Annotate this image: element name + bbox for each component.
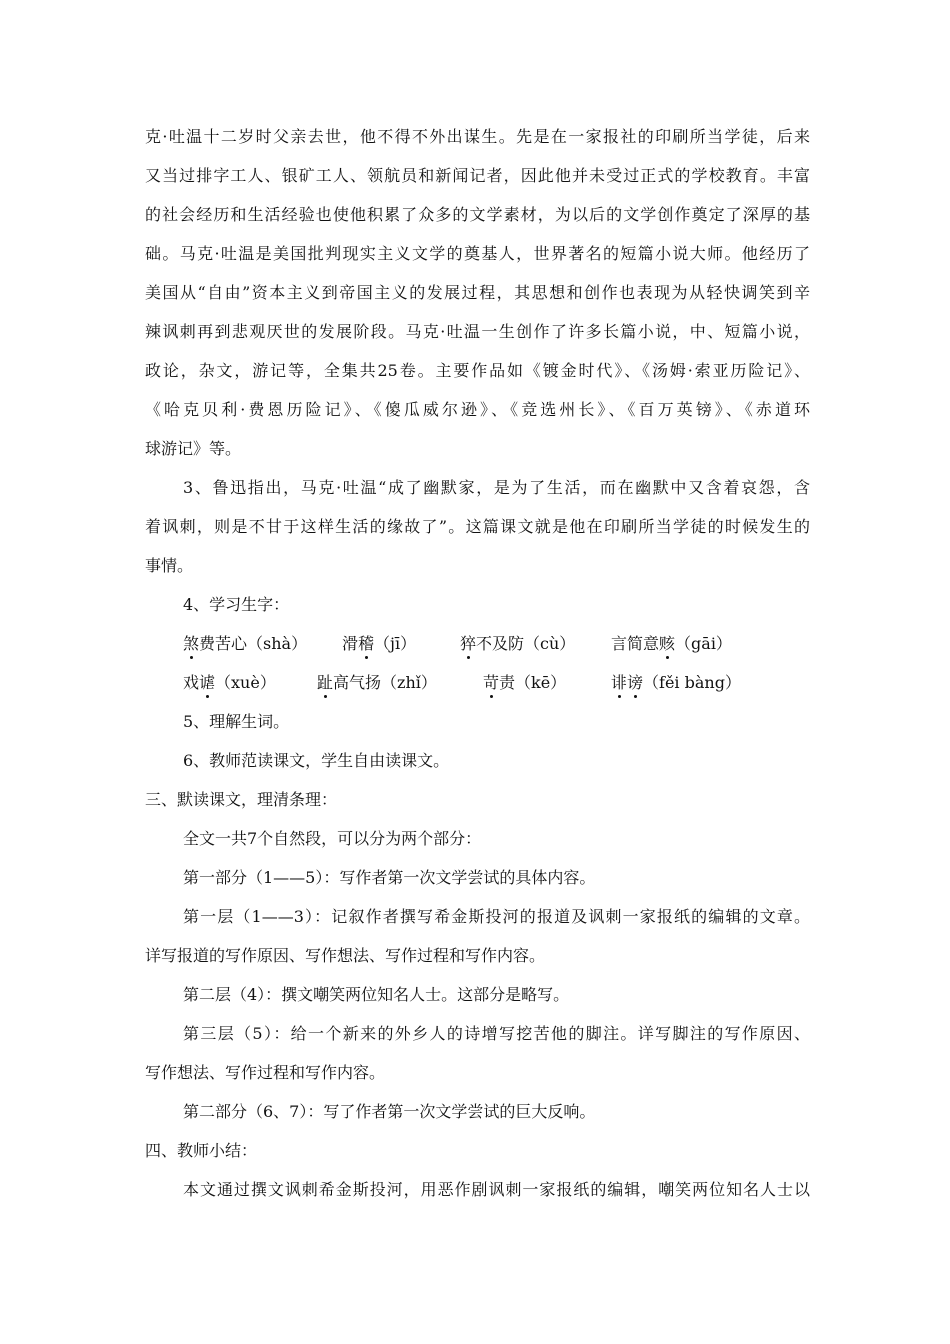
vocab-pre: 戏 bbox=[183, 673, 200, 692]
section-3-layer1-line: 详写报道的写作原因、写作想法、写作过程和写作内容。 bbox=[145, 946, 546, 965]
vocab-item bbox=[183, 634, 307, 654]
dotted-char: 谑 bbox=[199, 673, 216, 692]
section-3-part1: 第一部分（1——5）：写作者第一次文学尝试的具体内容。 bbox=[183, 868, 596, 887]
paragraph-line: 础。马克·吐温是美国批判现实主义文学的奠基人，世界著名的短篇小说大师。他经历了 bbox=[145, 244, 810, 263]
item-6: 6、教师范读课文，学生自由读课文。 bbox=[183, 751, 450, 770]
section-4-text: 本文通过撰文讽刺希金斯投河，用恶作剧讽刺一家报纸的编辑，嘲笑两位知名人士以 bbox=[183, 1180, 810, 1199]
paragraph-line: 《哈克贝利·费恩历险记》、《傻瓜威尔逊》、《竞选州长》、《百万英镑》、《赤道环 bbox=[145, 400, 810, 419]
section-3-layer3-line: 写作想法、写作过程和写作内容。 bbox=[145, 1063, 386, 1082]
item-5: 5、理解生词。 bbox=[183, 712, 290, 731]
vocab-rest: 责（kē） bbox=[499, 673, 567, 692]
vocab-item bbox=[183, 673, 276, 693]
vocab-item bbox=[611, 673, 741, 693]
dotted-char: 赅 bbox=[659, 634, 676, 653]
section-3-title: 三、默读课文，理清条理： bbox=[145, 790, 338, 809]
vocab-rest: 费苦心（shà） bbox=[199, 634, 308, 653]
dotted-char: 诽 bbox=[611, 673, 628, 692]
vocab-item bbox=[611, 634, 732, 654]
section-4-title: 四、教师小结： bbox=[145, 1141, 258, 1160]
section-3-intro: 全文一共7个自然段，可以分为两个部分： bbox=[183, 829, 482, 848]
vocab-rest: 高气扬（zhǐ） bbox=[333, 673, 437, 692]
item-3-line: 事情。 bbox=[145, 556, 194, 575]
vocab-rest: （fěi bàng） bbox=[643, 673, 741, 692]
section-3-layer2: 第二层（4）：撰文嘲笑两位知名人士。这部分是略写。 bbox=[183, 985, 570, 1004]
dotted-char: 谤 bbox=[627, 673, 644, 692]
item-4-title: 4、学习生字： bbox=[183, 595, 290, 614]
vocab-item bbox=[317, 673, 437, 693]
paragraph-line: 球游记》等。 bbox=[145, 439, 242, 458]
section-3-layer1-line: 第一层（1——3）：记叙作者撰写希金斯投河的报道及讽刺一家报纸的编辑的文章。 bbox=[183, 907, 810, 926]
vocab-rest: （jī） bbox=[374, 634, 417, 653]
item-3-line: 着讽刺，则是不甘于这样生活的缘故了”。这篇课文就是他在印刷所当学徒的时候发生的 bbox=[145, 517, 810, 536]
paragraph-line: 辣讽刺再到悲观厌世的发展阶段。马克·吐温一生创作了许多长篇小说，中、短篇小说， bbox=[145, 322, 810, 341]
vocab-item bbox=[342, 634, 416, 654]
dotted-char: 煞 bbox=[183, 634, 200, 653]
section-3-part2: 第二部分（6、7）：写了作者第一次文学尝试的巨大反响。 bbox=[183, 1102, 596, 1121]
paragraph-line: 政论，杂文，游记等，全集共25卷。主要作品如《镀金时代》、《汤姆·索亚历险记》、 bbox=[145, 361, 810, 380]
vocab-pre: 滑 bbox=[342, 634, 359, 653]
dotted-char: 苛 bbox=[483, 673, 500, 692]
vocab-item bbox=[460, 634, 575, 654]
dotted-char: 稽 bbox=[358, 634, 375, 653]
vocab-rest: （gāi） bbox=[675, 634, 732, 653]
paragraph-line: 美国从“自由”资本主义到帝国主义的发展过程，其思想和创作也表现为从轻快调笑到辛 bbox=[145, 283, 810, 302]
section-3-layer3-line: 第三层（5）：给一个新来的外乡人的诗增写挖苦他的脚注。详写脚注的写作原因、 bbox=[183, 1024, 810, 1043]
vocab-rest: 不及防（cù） bbox=[476, 634, 576, 653]
paragraph-line: 又当过排字工人、银矿工人、领航员和新闻记者，因此他并未受过正式的学校教育。丰富 bbox=[145, 166, 810, 185]
vocab-pre: 言简意 bbox=[611, 634, 660, 653]
dotted-char: 趾 bbox=[317, 673, 334, 692]
paragraph-line: 的社会经历和生活经验也使他积累了众多的文学素材，为以后的文学创作奠定了深厚的基 bbox=[145, 205, 810, 224]
vocab-item bbox=[483, 673, 566, 693]
dotted-char: 猝 bbox=[460, 634, 477, 653]
paragraph-line: 克·吐温十二岁时父亲去世，他不得不外出谋生。先是在一家报社的印刷所当学徒，后来 bbox=[145, 127, 810, 146]
vocab-rest: （xuè） bbox=[215, 673, 276, 692]
item-3-line: 3、鲁迅指出，马克·吐温“成了幽默家，是为了生活，而在幽默中又含着哀怨，含 bbox=[183, 478, 810, 497]
